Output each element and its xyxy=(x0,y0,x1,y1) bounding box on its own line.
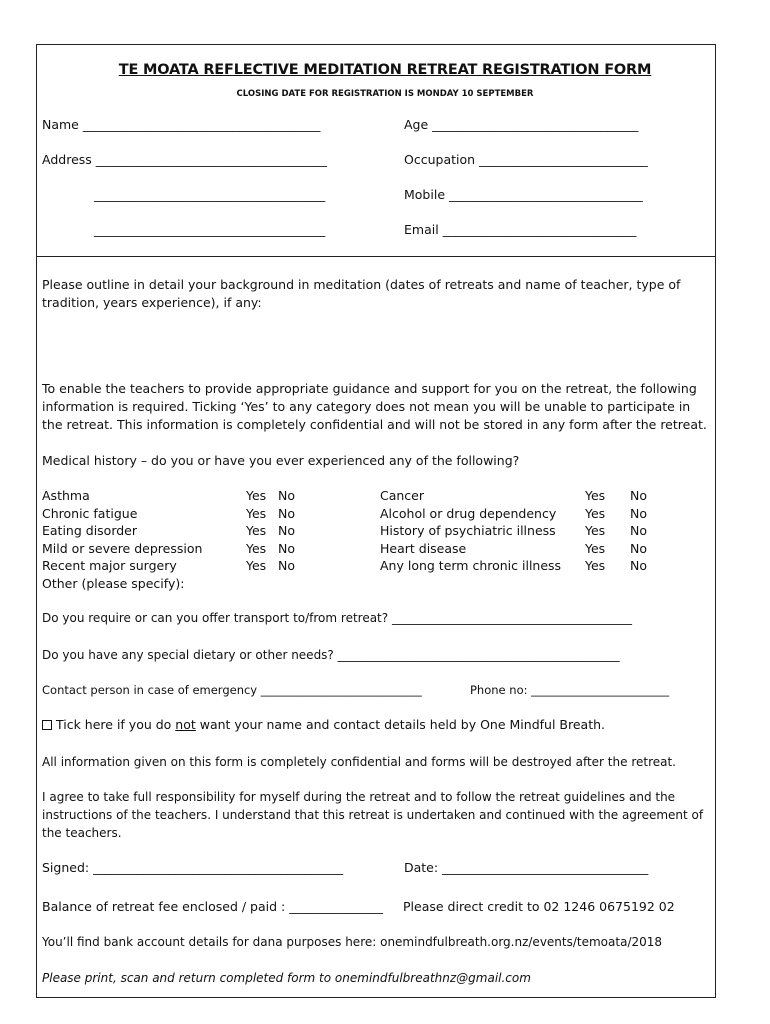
optout-prefix: Tick here if you do xyxy=(56,717,176,732)
age-field[interactable]: Age _________________________________ xyxy=(404,117,639,132)
condition-label: Mild or severe depression xyxy=(42,540,203,556)
condition-label: History of psychiatric illness xyxy=(380,523,556,538)
no-option[interactable]: No xyxy=(630,523,647,538)
bank-details-note: You’ll find bank account details for dana purposes here: onemindfulbreath.org.nz/events/temoata/2018 xyxy=(42,935,663,949)
yes-option[interactable]: Yes xyxy=(246,488,267,503)
occupation-field[interactable]: Occupation ___________________________ xyxy=(404,152,648,167)
condition-label: Recent major surgery xyxy=(42,558,177,573)
left-yes-column xyxy=(246,487,266,575)
mobile-field[interactable]: Mobile _______________________________ xyxy=(404,187,643,202)
condition-label: Asthma xyxy=(42,488,90,503)
condition-label: Heart disease xyxy=(380,540,467,556)
no-option[interactable]: No xyxy=(630,505,647,521)
optout-checkbox[interactable] xyxy=(42,720,52,730)
agreement-text: I agree to take full responsibility for myself during the retreat and to follow the retreat guidelines and the instructions of the teachers. I understand that this retreat is undertaken and continued with the agreement of the teachers. xyxy=(42,790,704,840)
no-option[interactable]: No xyxy=(278,523,295,538)
optout-suffix: want your name and contact details held by One Mindful Breath. xyxy=(195,717,605,732)
optout-line xyxy=(42,717,605,733)
condition-label: Alcohol or drug dependency xyxy=(380,505,557,521)
address-line-3[interactable]: _____________________________________ xyxy=(94,222,326,237)
right-yes-column xyxy=(585,487,605,575)
no-option[interactable]: No xyxy=(278,505,295,521)
dietary-field[interactable]: Do you have any special dietary or other needs? _______________________________________________ xyxy=(42,648,620,662)
yes-option[interactable]: Yes xyxy=(585,505,606,521)
other-specify: Other (please specify): xyxy=(42,575,185,591)
condition-label: Cancer xyxy=(380,488,425,503)
medical-question: Medical history – do you or have you ever experienced any of the following? xyxy=(42,453,520,468)
confidential-note: All information given on this form is completely confidential and forms will be destroyed after the retreat. xyxy=(42,755,676,769)
address-line-2[interactable]: _____________________________________ xyxy=(94,187,326,202)
right-no-column xyxy=(630,487,647,575)
condition-label: Eating disorder xyxy=(42,523,138,538)
date-field[interactable]: Date: _________________________________ xyxy=(404,860,649,875)
no-option[interactable]: No xyxy=(630,558,647,573)
condition-label: Chronic fatigue xyxy=(42,505,138,521)
phone-field[interactable]: Phone no: ________________________ xyxy=(470,683,670,697)
right-conditions xyxy=(380,487,561,575)
form-title: TE MOATA REFLECTIVE MEDITATION RETREAT REGISTRATION FORM xyxy=(118,62,652,78)
optout-emphasis: not xyxy=(175,717,196,732)
no-option[interactable]: No xyxy=(278,488,295,503)
section-divider xyxy=(36,256,716,257)
condition-label: Any long term chronic illness xyxy=(380,558,562,573)
no-option[interactable]: No xyxy=(278,540,295,556)
return-instructions: Please print, scan and return completed form to onemindfulbreathnz@gmail.com xyxy=(42,971,531,985)
yes-option[interactable]: Yes xyxy=(246,523,267,538)
yes-option[interactable]: Yes xyxy=(585,558,606,573)
background-prompt: Please outline in detail your background in meditation (dates of retreats and name of teacher, type of tradition, years experience), if any: xyxy=(42,277,681,310)
direct-credit-note: Please direct credit to 02 1246 0675192 02 xyxy=(403,899,675,914)
email-field[interactable]: Email _______________________________ xyxy=(404,222,637,237)
signed-field[interactable]: Signed: ________________________________________ xyxy=(42,860,344,875)
yes-option[interactable]: Yes xyxy=(585,540,606,556)
address-field[interactable]: Address _____________________________________ xyxy=(42,152,328,167)
left-no-column xyxy=(278,487,295,575)
closing-date: CLOSING DATE FOR REGISTRATION IS MONDAY 10 SEPTEMBER xyxy=(236,89,534,99)
emergency-contact-field[interactable]: Contact person in case of emergency ____________________________ xyxy=(42,683,422,697)
yes-option[interactable]: Yes xyxy=(246,505,267,521)
guidance-text: To enable the teachers to provide appropriate guidance and support for you on the retreat, the following information is required. Ticking ‘Yes’ to any category does not mean you will be unable to participate in the retreat. This information is completely confidential and will not be stored in any form after the retreat. xyxy=(42,381,707,432)
yes-option[interactable]: Yes xyxy=(585,488,606,503)
name-field[interactable]: Name ______________________________________ xyxy=(42,117,321,132)
balance-field[interactable]: Balance of retreat fee enclosed / paid : _______________ xyxy=(42,899,383,914)
no-option[interactable]: No xyxy=(630,540,647,556)
transport-field[interactable]: Do you require or can you offer transport to/from retreat? ________________________________________ xyxy=(42,611,632,625)
yes-option[interactable]: Yes xyxy=(585,523,606,538)
left-conditions xyxy=(42,487,202,592)
no-option[interactable]: No xyxy=(630,488,647,503)
yes-option[interactable]: Yes xyxy=(246,558,267,573)
no-option[interactable]: No xyxy=(278,558,295,573)
yes-option[interactable]: Yes xyxy=(246,540,267,556)
